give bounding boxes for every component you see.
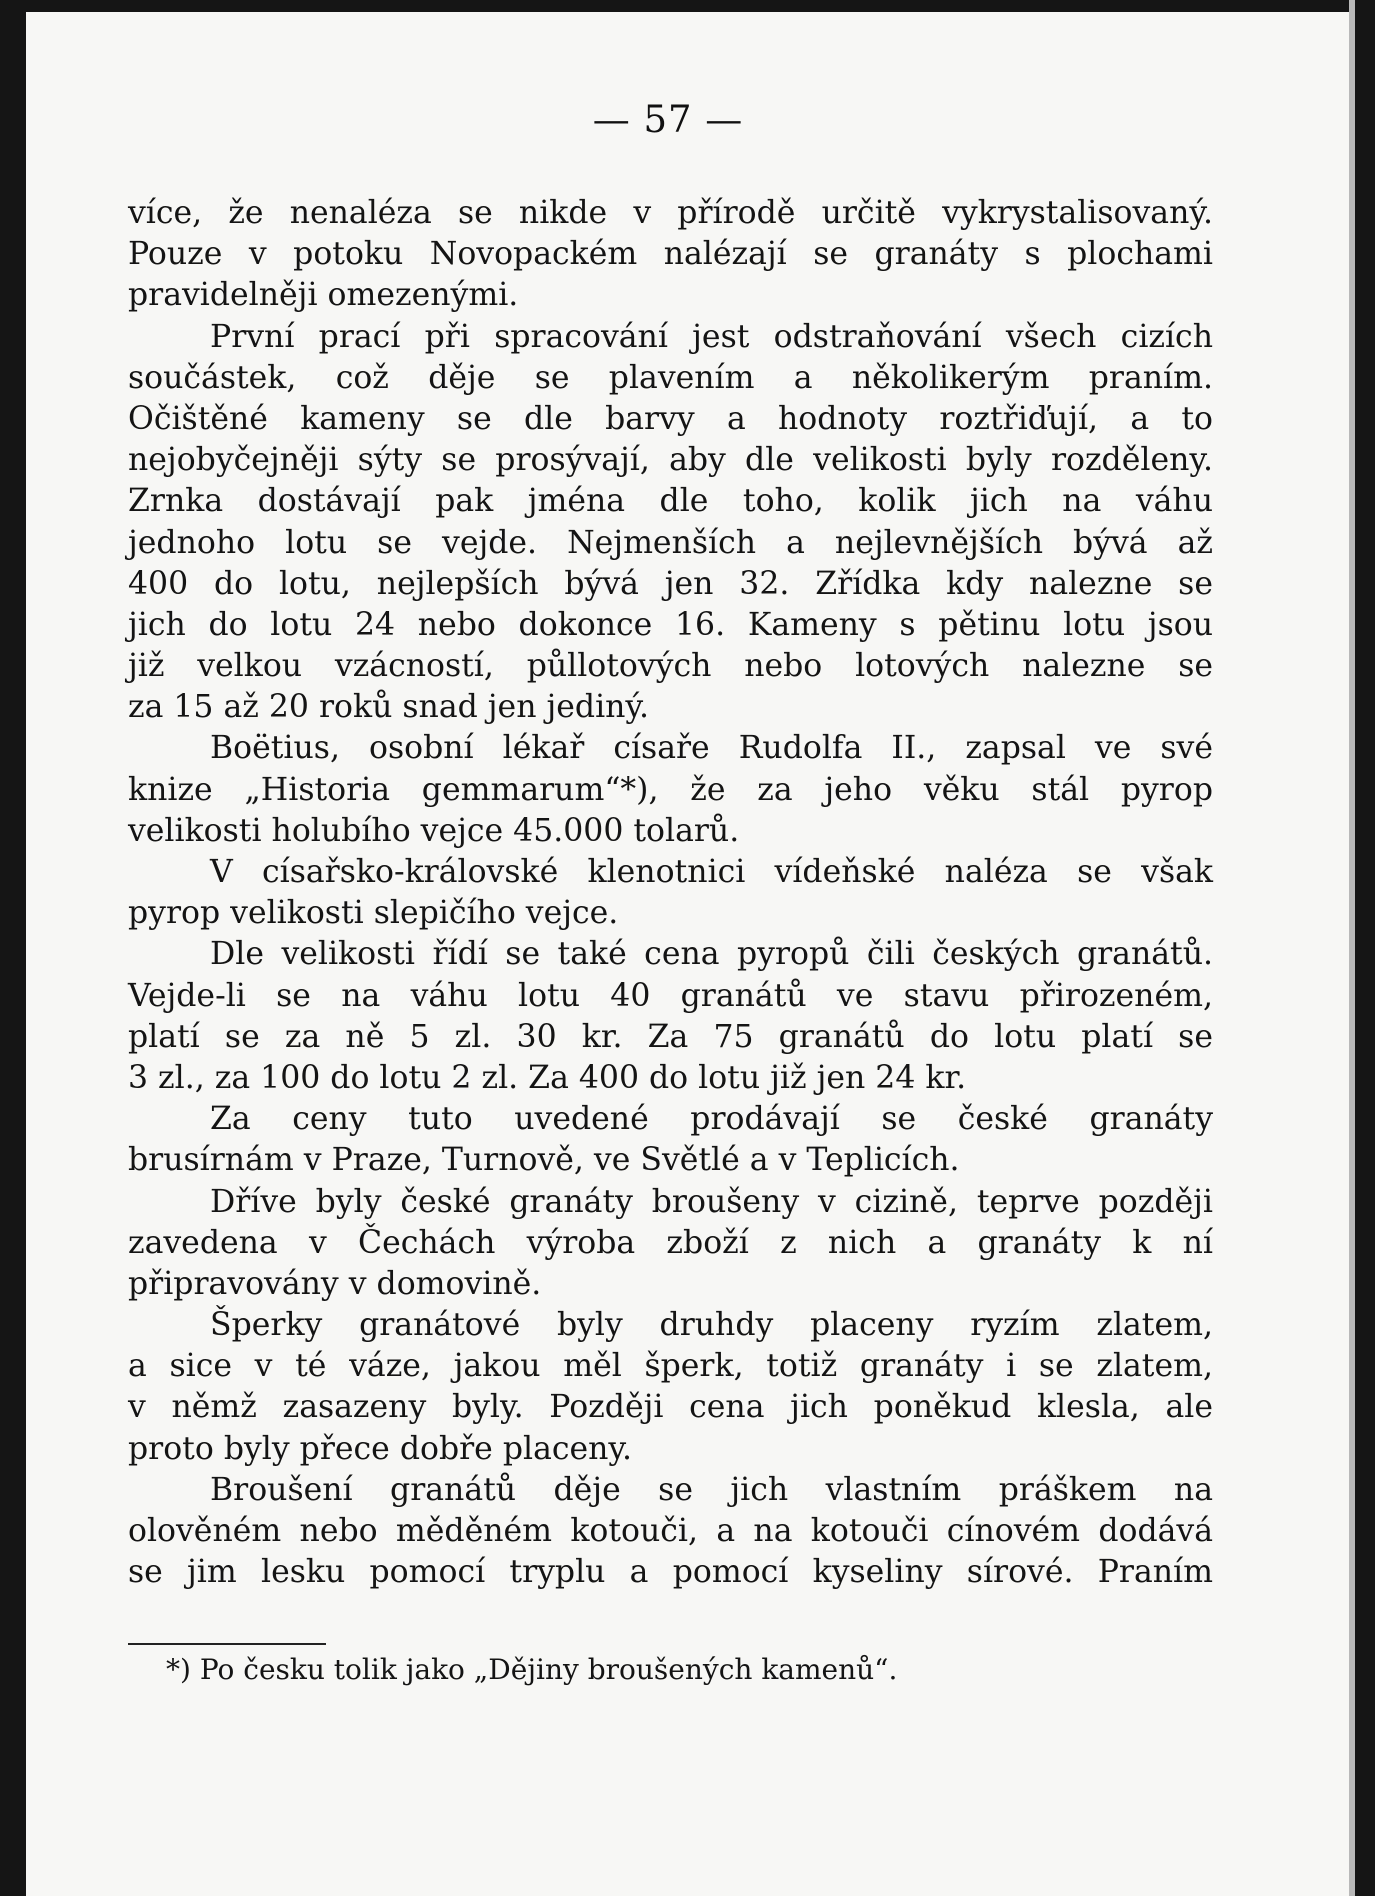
text-line: jednoho lotu se vejde. Nejmenších a nejlevnějších bývá až <box>128 524 1213 561</box>
text-line: Boëtius, osobní lékař císaře Rudolfa II., zapsal ve své <box>210 730 1213 767</box>
text-line: Broušení granátů děje se jich vlastním práškem na <box>210 1471 1213 1508</box>
text-line: Šperky granátové byly druhdy placeny ryzím zlatem, <box>210 1307 1213 1344</box>
text-line: v němž zasazeny byly. Později cena jich poněkud klesla, ale <box>128 1389 1213 1426</box>
text-line: brusírnám v Praze, Turnově, ve Světlé a v Teplicích. <box>128 1142 960 1179</box>
text-line: 400 do lotu, nejlepších bývá jen 32. Zřídka kdy nalezne se <box>128 565 1213 602</box>
text-line: V císařsko-královské klenotnici vídeňské naléza se však <box>210 854 1213 890</box>
text-line: a sice v té váze, jakou měl šperk, totiž granáty i se zlatem, <box>128 1348 1213 1385</box>
text-line: 3 zl., za 100 do lotu 2 zl. Za 400 do lotu již jen 24 kr. <box>128 1059 967 1096</box>
body-text <box>128 193 1213 1593</box>
text-line: připravovány v domovině. <box>128 1265 542 1302</box>
text-line: nejobyčejněji sýty se prosývají, aby dle velikosti byly rozděleny. <box>128 442 1213 479</box>
text-line: Očištěné kameny se dle barvy a hodnoty roztřiďují, a to <box>128 400 1213 437</box>
text-line: Dříve byly české granáty broušeny v cizině, teprve později <box>210 1183 1213 1220</box>
text-line: olověném nebo měděném kotouči, a na kotouči cínovém dodává <box>128 1513 1213 1549</box>
text-line: za 15 až 20 roků snad jen jediný. <box>128 689 650 726</box>
text-line: knize „Historia gemmarum“*), že za jeho věku stál pyrop <box>128 771 1213 808</box>
text-line: pyrop velikosti slepičího vejce. <box>128 895 619 932</box>
page-number: — 57 — <box>592 98 744 141</box>
text-line: Zrnka dostávají pak jména dle toho, kolik jich na váhu <box>128 483 1213 520</box>
scan-border-right <box>1355 0 1375 1896</box>
text-line: platí se za ně 5 zl. 30 kr. Za 75 granátů do lotu platí se <box>128 1018 1213 1055</box>
footnote-divider <box>128 1643 326 1645</box>
scan-border-top <box>0 0 1375 12</box>
text-line: První prací při spracování jest odstraňování všech cizích <box>210 318 1213 355</box>
text-line: jich do lotu 24 nebo dokonce 16. Kameny s pětinu lotu jsou <box>128 606 1213 643</box>
text-line: více, že nenaléza se nikde v přírodě určitě vykrystalisovaný. <box>128 195 1213 231</box>
text-line: se jim lesku pomocí tryplu a pomocí kyseliny sírové. Praním <box>128 1554 1213 1591</box>
text-line: Za ceny tuto uvedené prodávají se české granáty <box>210 1101 1213 1138</box>
footnote: *) Po česku tolik jako „Dějiny broušených kamenů“. <box>166 1653 898 1686</box>
text-line: součástek, což děje se plavením a několikerým praním. <box>128 359 1213 396</box>
text-line: Dle velikosti řídí se také cena pyropů čili českých granátů. <box>210 936 1213 973</box>
text-line: pravidelněji omezenými. <box>128 277 519 314</box>
text-line: zavedena v Čechách výroba zboží z nich a granáty k ní <box>128 1224 1213 1261</box>
text-line: velikosti holubího vejce 45.000 tolarů. <box>128 812 740 849</box>
text-line: Pouze v potoku Novopackém nalézají se granáty s plochami <box>128 236 1213 273</box>
text-line: již velkou vzácností, půllotových nebo lotových nalezne se <box>128 648 1213 685</box>
text-line: proto byly přece dobře placeny. <box>128 1430 633 1467</box>
text-line: Vejde-li se na váhu lotu 40 granátů ve stavu přirozeném, <box>128 977 1213 1014</box>
scan-border-left <box>0 0 26 1896</box>
